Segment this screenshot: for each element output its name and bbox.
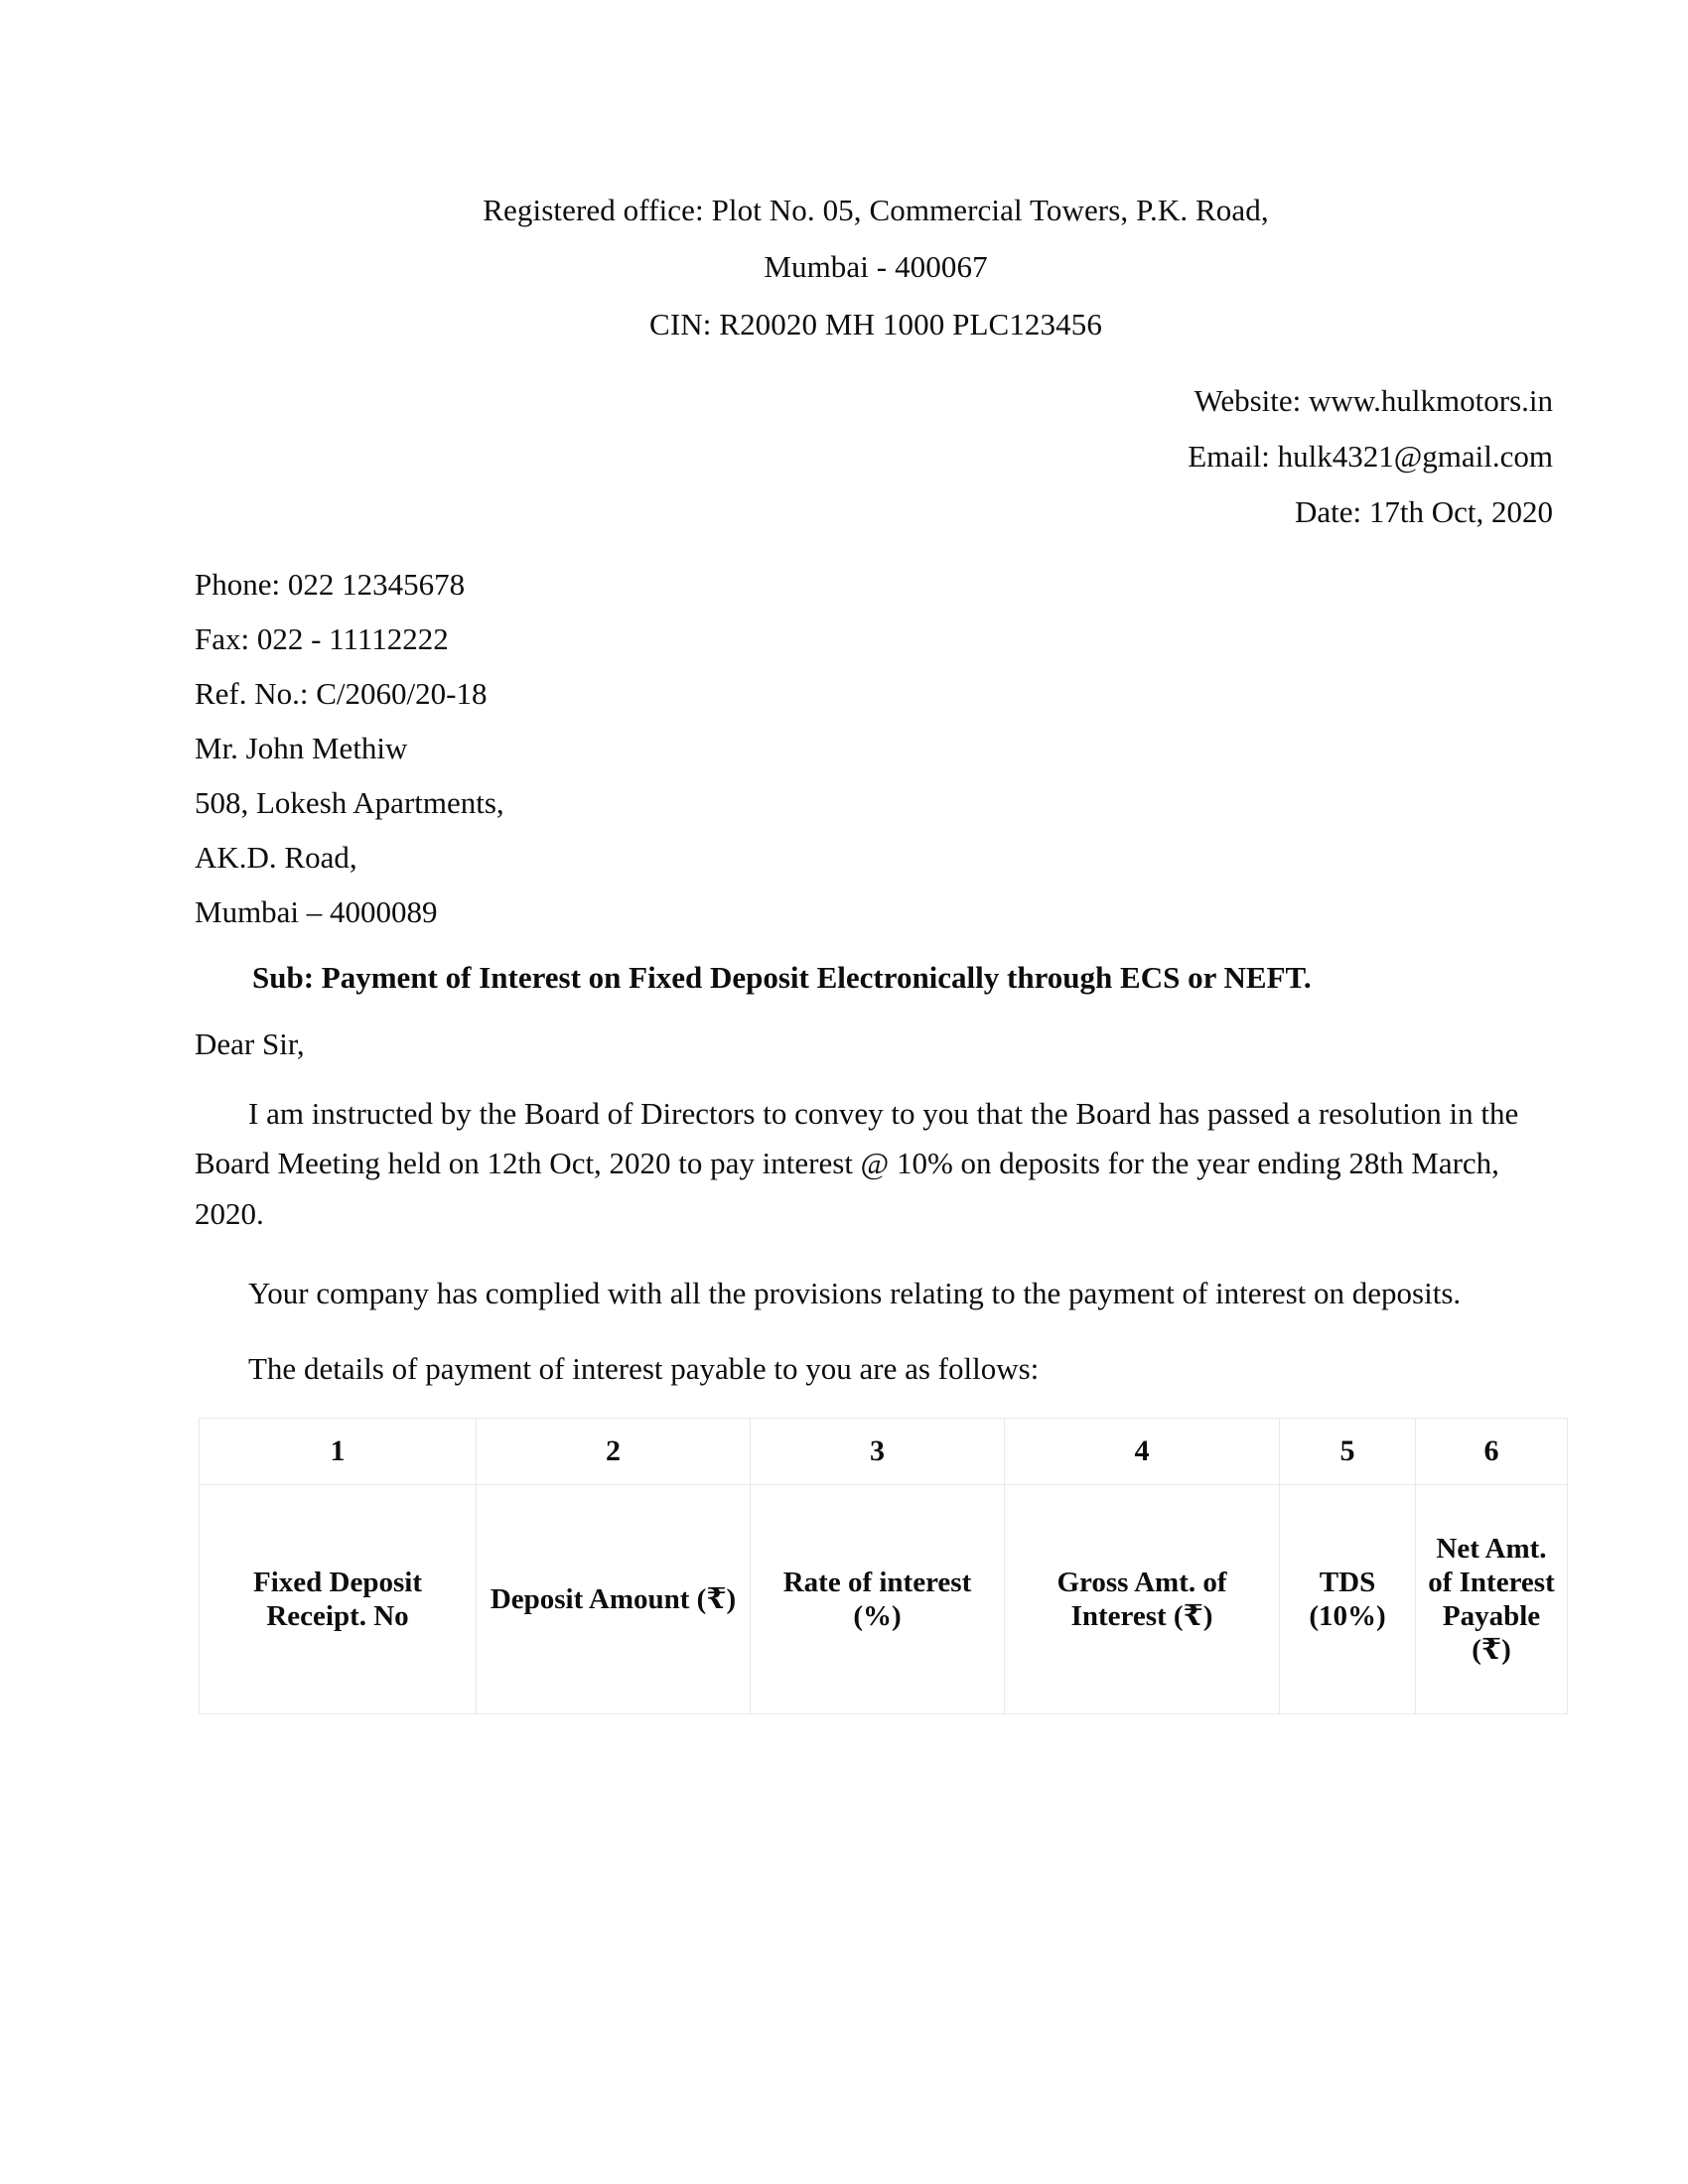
table-row-column-numbers [200,1419,1568,1485]
body-paragraph-3: The details of payment of interest payable to you are as follows: [248,1350,1040,1386]
email-line: Email: hulk4321@gmail.com [1188,439,1553,474]
column-header-net-amt-of-interest-payable: Net Amt. of Interest Payable (₹) [1416,1485,1568,1714]
registered-office-city-line: Mumbai - 400067 [764,249,988,284]
contact-block [195,385,1557,527]
salutation: Dear Sir, [195,1026,305,1062]
phone-line: Phone: 022 12345678 [195,567,466,602]
column-header-deposit-amount: Deposit Amount (₹) [477,1485,751,1714]
body-paragraph-2: Your company has complied with all the provisions relating to the payment of interest on deposits. [248,1275,1462,1310]
registered-office-line: Registered office: Plot No. 05, Commercial Towers, P.K. Road, [483,193,1269,227]
website-line: Website: www.hulkmotors.in [1194,383,1553,418]
letterhead [195,0,1557,340]
fax-line: Fax: 022 - 11112222 [195,621,449,656]
table-row-column-headers [200,1485,1568,1714]
subject-line: Sub: Payment of Interest on Fixed Deposit Electronically through ECS or NEFT. [252,960,1312,995]
recipient-address-line-1: 508, Lokesh Apartments, [195,785,504,820]
column-number-4: 4 [1005,1419,1280,1485]
column-header-rate-of-interest: Rate of interest (%) [751,1485,1005,1714]
ref-no-line: Ref. No.: C/2060/20-18 [195,676,488,711]
recipient-name-line: Mr. John Methiw [195,731,408,765]
column-header-gross-amt-of-interest: Gross Amt. of Interest (₹) [1005,1485,1280,1714]
column-number-3: 3 [751,1419,1005,1485]
body-paragraph-1: I am instructed by the Board of Directors to convey to you that the Board has passed a resolution in the Board Meeting held on 12th Oct, 2020 to pay interest @ 10% on deposits for the year ending 28th March, 2020. [195,1096,1519,1231]
column-number-6: 6 [1416,1419,1568,1485]
interest-details-table [199,1418,1568,1714]
date-line: Date: 17th Oct, 2020 [1294,494,1553,529]
cin-line: CIN: R20020 MH 1000 PLC123456 [649,307,1102,341]
column-number-2: 2 [477,1419,751,1485]
column-number-5: 5 [1280,1419,1416,1485]
column-number-1: 1 [200,1419,477,1485]
column-header-fixed-deposit-receipt-no: Fixed Deposit Receipt. No [200,1485,477,1714]
recipient-address-line-3: Mumbai – 4000089 [195,894,438,929]
address-block [195,569,1557,927]
recipient-address-line-2: AK.D. Road, [195,840,357,875]
column-header-tds: TDS (10%) [1280,1485,1416,1714]
